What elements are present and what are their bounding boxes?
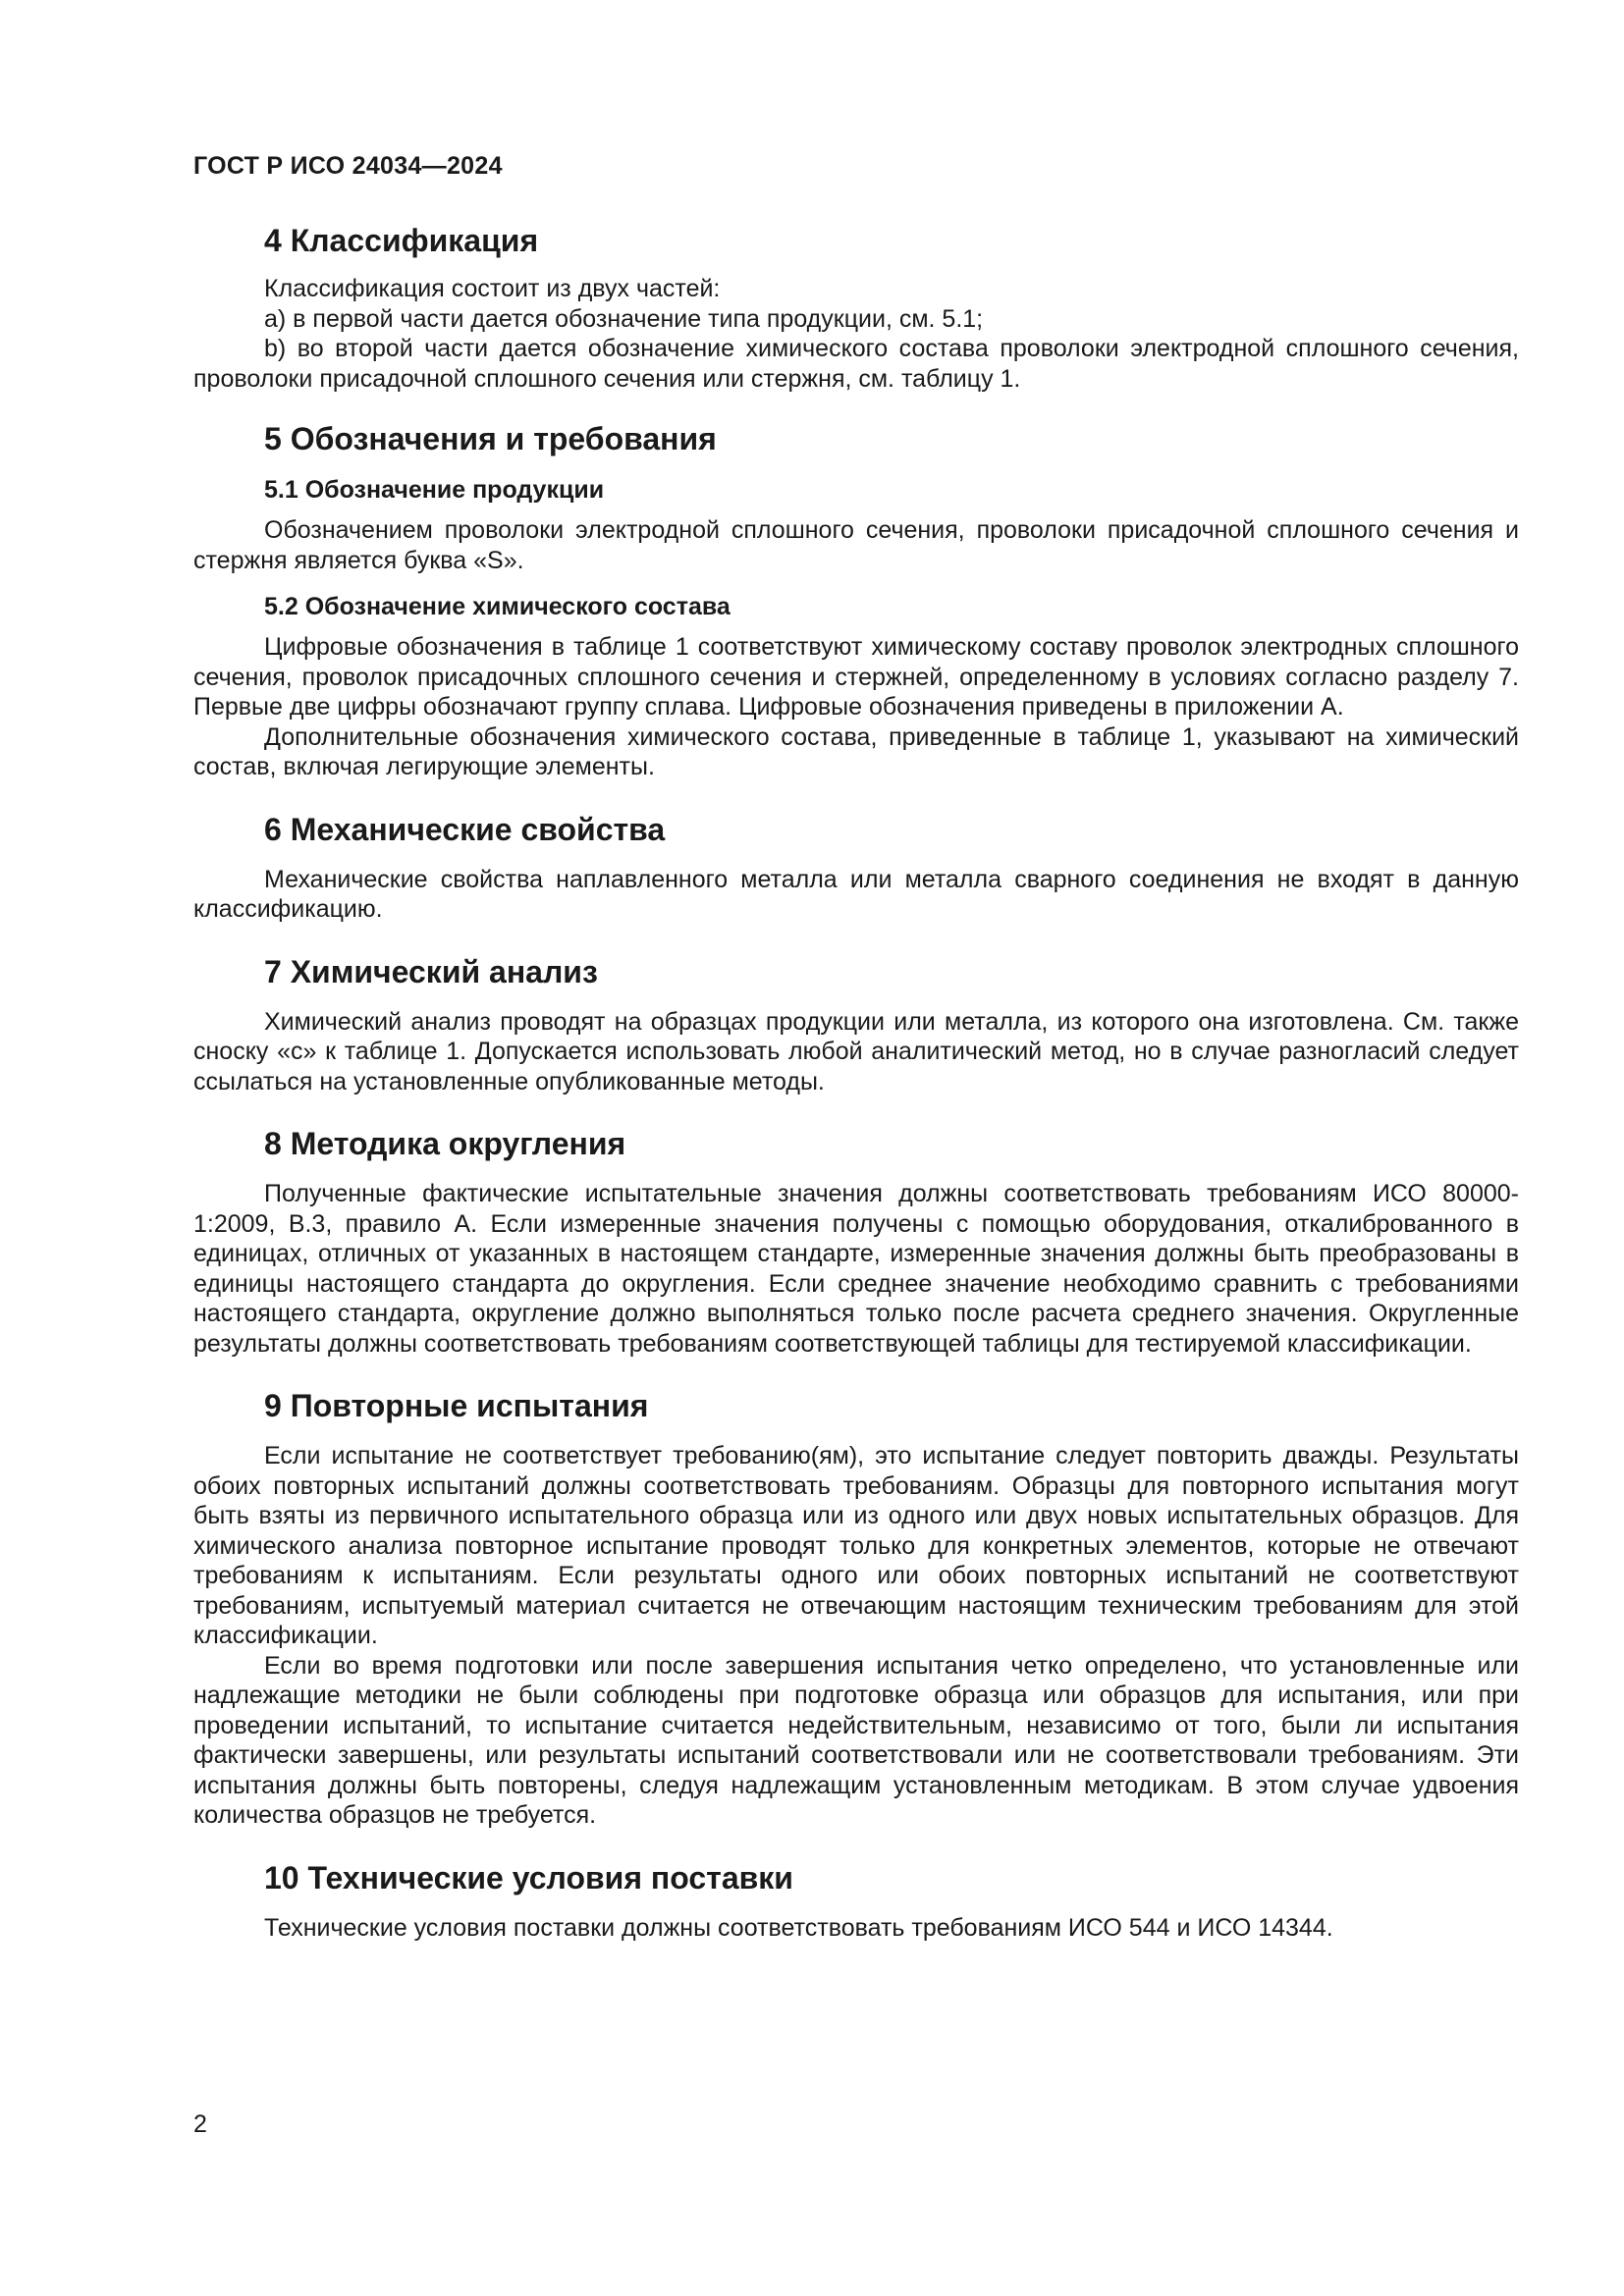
section-5-title: 5 Обозначения и требования — [264, 421, 717, 456]
section-8-text: Полученные фактические испытательные значения должны соответствовать требованиям ИСО 80000-1:2009, В.3, правило А. Если измеренные значения получены с помощью оборудования, откалиброванного в единицах, отличных от указанных в настоящем стандарте, измеренные значения должны быть преобразованы в единицы настоящего стандарта до округления. Если среднее значение необходимо сравнить с требованиями настоящего стандарта, округление должно выполняться только после расчета среднего значения. Округленные результаты должны соответствовать требованиям соответствующей таблицы для тестируемой классификации. — [193, 1180, 1519, 1358]
section-9-text-1: Если испытание не соответствует требованию(ям), это испытание следует повторить дважды. Результаты обоих повторных испытаний должны соответствовать требованиям. Образцы для повторного испытания могут быть взяты из первичного испытательного образца или из одного или двух новых испытательных образцов. Для химического анализа повторное испытание проводят только для конкретных элементов, которые не отвечают требованиям к испытаниям. Если результаты одного или обоих повторных испытаний не соответствуют требованиям, испытуемый материал считается не отвечающим настоящим техническим требованиям для этой классификации. — [193, 1442, 1519, 1649]
section-4-item-b: b) во второй части дается обозначение химического состава проволоки электродной сплошного сечения, проволоки присадочной сплошного сечения или стержня, см. таблицу 1. — [193, 335, 1519, 393]
section-9-title: 9 Повторные испытания — [264, 1388, 649, 1423]
subsection-5-1-title: 5.1 Обозначение продукции — [264, 476, 605, 504]
section-10-text: Технические условия поставки должны соответствовать требованиям ИСО 544 и ИСО 14344. — [264, 1913, 1333, 1942]
section-4-item-a: а) в первой части дается обозначение типа продукции, см. 5.1; — [264, 304, 984, 333]
section-7-title: 7 Химический анализ — [264, 953, 598, 989]
section-9-text-2: Если во время подготовки или после завершения испытания четко определено, что установленные или надлежащие методики не были соблюдены при подготовке образца или образцов для испытания, или при проведении испытаний, то испытание считается недействительным, независимо от того, были ли испытания фактически завершены, или результаты испытаний соответствовали или не соответствовали требованиям. Эти испытания должны быть повторены, следуя надлежащим установленным методикам. В этом случае удвоения количества образцов не требуется. — [193, 1651, 1519, 1829]
section-7-text: Химический анализ проводят на образцах продукции или металла, из которого она изготовлена. См. также сноску «с» к таблице 1. Допускается использовать любой аналитический метод, но в случае разногласий следует ссылаться на установленные опубликованные методы. — [193, 1007, 1519, 1095]
subsection-5-2-text-1: Цифровые обозначения в таблице 1 соответствуют химическому составу проволок электродных сплошного сечения, проволок присадочных сплошного сечения и стержней, определенному в условиях согласно разделу 7. Первые две цифры обозначают группу сплава. Цифровые обозначения приведены в приложении А. — [193, 633, 1519, 721]
document-body — [193, 221, 1519, 1943]
document-header: ГОСТ Р ИСО 24034—2024 — [193, 152, 503, 180]
subsection-5-2-text-2: Дополнительные обозначения химического состава, приведенные в таблице 1, указывают на химический состав, включая легирующие элементы. — [193, 722, 1519, 780]
section-4-title: 4 Классификация — [264, 223, 539, 258]
page-number: 2 — [193, 2110, 207, 2138]
section-10-title: 10 Технические условия поставки — [264, 1859, 793, 1896]
subsection-5-2-title: 5.2 Обозначение химического состава — [264, 593, 731, 620]
section-8-title: 8 Методика округления — [264, 1126, 626, 1161]
section-6-title: 6 Механические свойства — [264, 811, 666, 847]
subsection-5-1-text: Обозначением проволоки электродной сплошного сечения, проволоки присадочной сплошного сечения и стержня является буква «S». — [193, 516, 1519, 574]
section-4-intro: Классификация состоит из двух частей: — [264, 275, 721, 302]
section-6-text: Механические свойства наплавленного металла или металла сварного соединения не входят в данную классификацию. — [193, 865, 1519, 923]
